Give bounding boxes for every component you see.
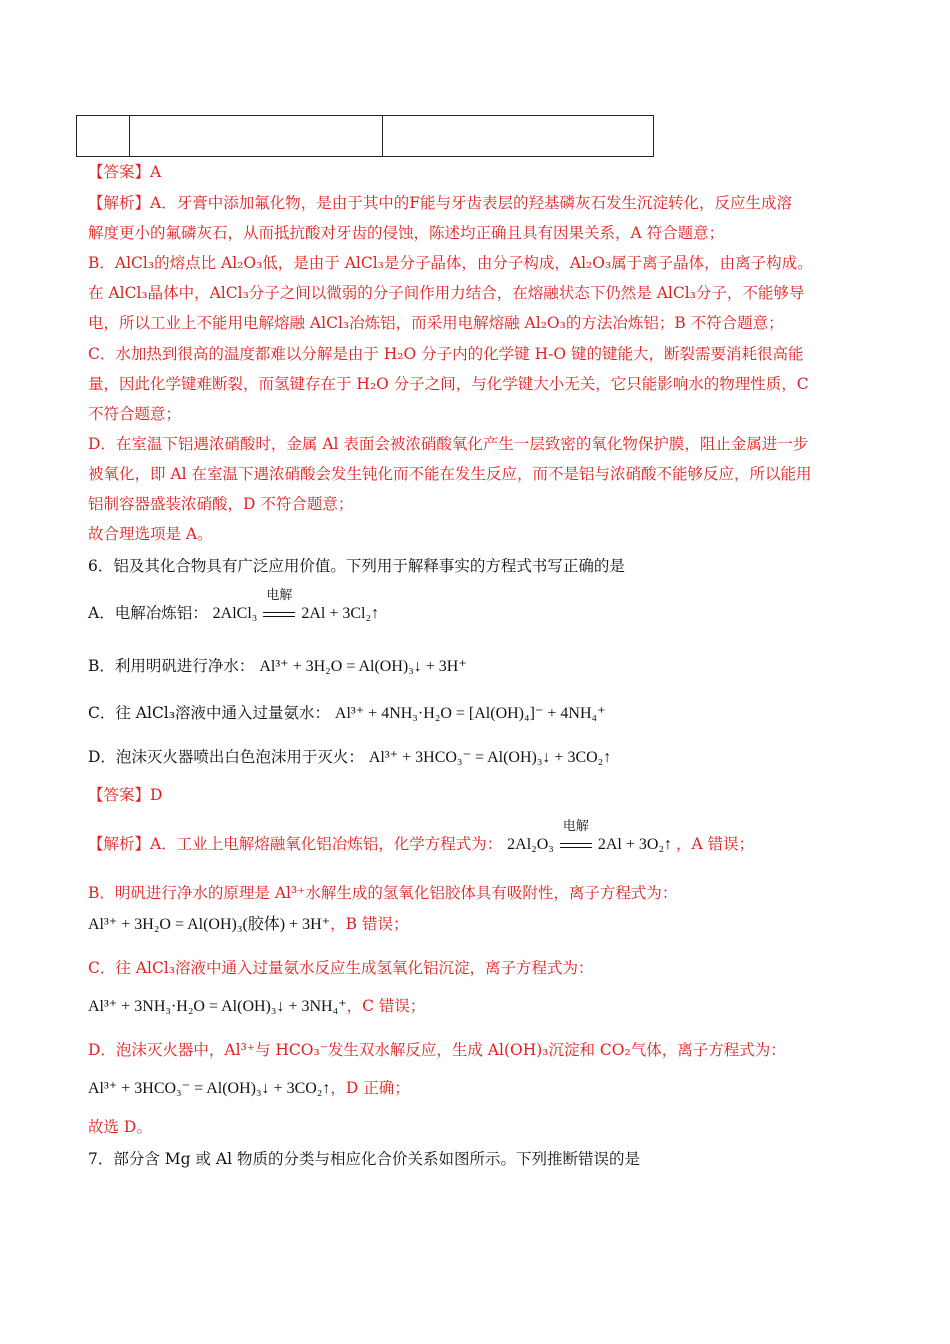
- explanation-5-line-9: D．在室温下铝遇浓硝酸时，金属 Al 表面会被浓硝酸氧化产生一层致密的氧化物保护膜，阻止金属进一步: [88, 435, 809, 453]
- explanation-5-line-1: [88, 193, 792, 213]
- equation: Al³⁺ + 4NH₃·H₂O = [Al(OH)₄]⁻ + 4NH₄⁺: [334, 705, 606, 722]
- explanation-5-conclusion: 故合理选项是 A。: [88, 525, 213, 543]
- explanation-5-line-2: 解度更小的氟磷灰石，从而抵抗酸对牙齿的侵蚀，陈述均正确且具有因果关系，A 符合题意；: [88, 224, 725, 242]
- explanation-5-line-7: 量，因此化学键难断裂，而氢键存在于 H₂O 分子之间，与化学键大小无关，它只能影响水的物理性质，C: [88, 375, 809, 393]
- explanation-tag: 【解析】: [88, 194, 151, 212]
- answer-tag: 【答案】: [88, 163, 151, 181]
- reaction-condition: [263, 588, 295, 624]
- explanation-5-line-3: B．AlCl₃的熔点比 Al₂O₃低，是由于 AlCl₃是分子晶体，由分子构成，Al₂O₃属于离子晶体，由离子构成。: [88, 254, 813, 272]
- explanation-5-line-11: 铝制容器盛装浓硝酸，D 不符合题意；: [88, 495, 354, 513]
- answer-6: [88, 785, 162, 805]
- equation: Al³⁺ + 3H₂O = Al(OH)₃(胶体) + 3H⁺: [88, 916, 331, 933]
- explanation-5-line-6: C．水加热到很高的温度都难以分解是由于 H₂O 分子内的化学键 H-O 键的键能大，断裂需要消耗很高能: [88, 345, 804, 363]
- explanation-6-d-equation: [88, 1078, 410, 1099]
- condition-text: 电解: [562, 819, 589, 834]
- explanation-6-c-text: C．往 AlCl₃溶液中通入过量氨水反应生成氢氧化铝沉淀，离子方程式为：: [88, 959, 594, 977]
- answer-5: [88, 162, 161, 182]
- question-6-option-b: [88, 656, 467, 677]
- table-cell: [77, 116, 130, 157]
- option-label: A．电解冶炼铝：: [88, 604, 208, 622]
- equation: Al³⁺ + 3HCO₃⁻ = Al(OH)₃↓ + 3CO₂↑: [88, 1080, 331, 1097]
- explanation-5-line-5: 电，所以工业上不能用电解熔融 AlCl₃冶炼铝，而采用电解熔融 Al₂O₃的方法冶炼铝；B 不符合题意；: [88, 314, 784, 332]
- options-table-fragment: [76, 115, 654, 157]
- explanation-verdict: ，C 错误；: [346, 997, 426, 1015]
- equation: [212, 588, 380, 622]
- table-cell: [383, 116, 654, 157]
- question-6-stem: 6．铝及其化合物具有广泛应用价值。下列用于解释事实的方程式书写正确的是: [88, 557, 625, 575]
- explanation-6-d-text: D．泡沫灭火器中，Al³⁺与 HCO₃⁻发生双水解反应，生成 Al(OH)₃沉淀和 CO₂气体，离子方程式为：: [88, 1041, 786, 1059]
- explanation-5-line-10: 被氧化，即 Al 在室温下遇浓硝酸会发生钝化而不能在发生反应，而不是铝与浓硝酸不能够反应，所以能用: [88, 465, 812, 483]
- equation: [507, 819, 676, 853]
- explanation-verdict: ，B 错误；: [330, 915, 409, 933]
- equation: Al³⁺ + 3HCO₃⁻ = Al(OH)₃↓ + 3CO₂↑: [368, 749, 612, 766]
- explanation-5-line-4: 在 AlCl₃晶体中，AlCl₃分子之间以微弱的分子间作用力结合，在熔融状态下仍然是 AlCl₃分子，不能够导: [88, 284, 805, 302]
- equation-right: 2Al + 3O₂↑: [597, 836, 673, 853]
- equation: Al³⁺ + 3H₂O = Al(OH)₃↓ + 3H⁺: [259, 658, 467, 675]
- option-label: B．利用明矾进行净水：: [88, 657, 255, 675]
- table-cell: [130, 116, 383, 157]
- explanation-text: A．工业上电解熔融氧化铝冶炼铝，化学方程式为：: [150, 835, 503, 853]
- explanation-verdict: ，D 正确；: [330, 1079, 410, 1097]
- question-6-option-a: [88, 588, 380, 624]
- explanation-6-b-equation: [88, 914, 408, 935]
- question-7-stem: 7．部分含 Mg 或 Al 物质的分类与相应化合价关系如图所示。下列推断错误的是: [88, 1150, 641, 1168]
- answer-value: D: [150, 786, 163, 804]
- option-label: D．泡沫灭火器喷出白色泡沫用于灭火：: [88, 748, 364, 766]
- equation-right: 2Al + 3Cl₂↑: [301, 605, 380, 622]
- explanation-6-c-equation: [88, 996, 425, 1017]
- condition-text: 电解: [266, 588, 293, 603]
- question-6-option-c: [88, 703, 606, 724]
- explanation-6-b-text: B．明矾进行净水的原理是 Al³⁺水解生成的氢氧化铝胶体具有吸附性，离子方程式为：: [88, 884, 678, 902]
- equation-left: 2AlCl₃: [212, 605, 258, 622]
- question-6-option-d: [88, 747, 611, 768]
- explanation-5-line-8: 不符合题意；: [88, 405, 182, 423]
- answer-value: A: [150, 163, 162, 181]
- equation: Al³⁺ + 3NH₃·H₂O = Al(OH)₃↓ + 3NH₄⁺: [88, 998, 347, 1015]
- answer-tag: 【答案】: [88, 786, 151, 804]
- explanation-6-a: [88, 819, 755, 855]
- equation-left: 2Al₂O₃: [507, 836, 554, 853]
- reaction-condition: [560, 819, 592, 855]
- option-label: C．往 AlCl₃溶液中通入过量氨水：: [88, 704, 330, 722]
- explanation-verdict: ，A 错误；: [676, 835, 755, 853]
- explanation-tag: 【解析】: [88, 835, 151, 853]
- explanation-6-conclusion: 故选 D。: [88, 1118, 152, 1136]
- explanation-text: A．牙膏中添加氟化物，是由于其中的F能与牙齿表层的羟基磷灰石发生沉淀转化，反应生成溶: [150, 194, 792, 212]
